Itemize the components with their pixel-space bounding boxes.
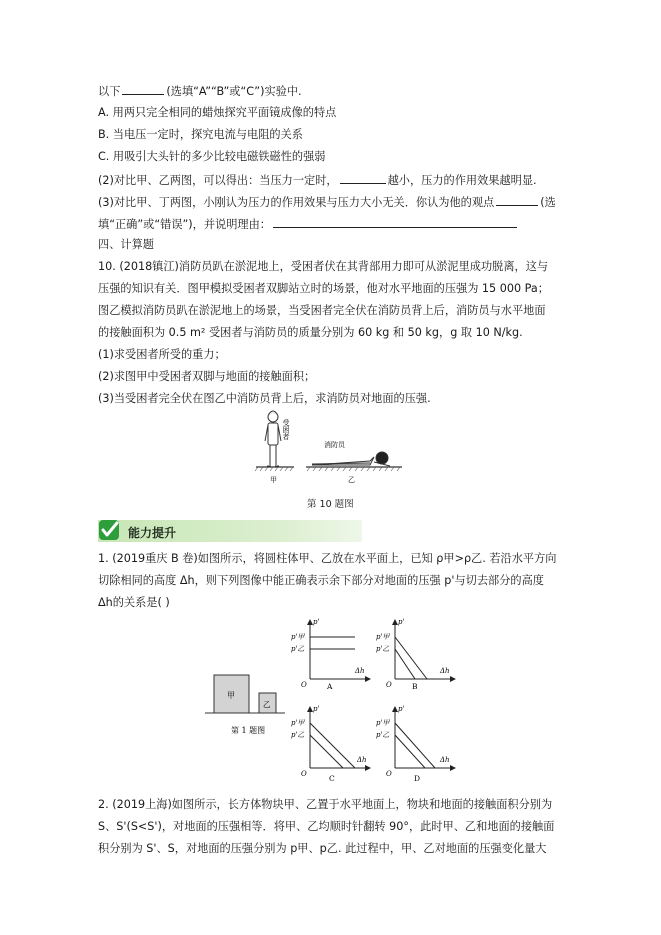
svg-text:p'甲: p'甲 bbox=[376, 633, 390, 641]
q10-line: 10. (2018镇江)消防员趴在淤泥地上，受困者伏在其背部用力即可从淤泥里成功脱离，这与 bbox=[98, 260, 549, 273]
svg-text:p'乙: p'乙 bbox=[291, 645, 305, 653]
svg-text:p'甲: p'甲 bbox=[291, 719, 305, 727]
blocks-figure bbox=[205, 675, 285, 735]
banner-title: 能力提升 bbox=[128, 526, 177, 540]
p2-line: 2. (2019上海)如图所示，长方体物块甲、乙置于水平地面上，物块和地面的接触面积分别为 bbox=[98, 798, 553, 811]
q10-line: 的接触面积为 0.5 m² 受困者与消防员的质量分别为 60 kg 和 50 kg，g 取 10 N/kg. bbox=[98, 326, 523, 339]
p2-line: S、S'(S<S')，对地面的压强相等．将甲、乙均顺时针翻转 90°，此时甲、乙和地面的接触面 bbox=[98, 820, 555, 833]
q9-part-3-cont: 填“正确”或“错误”)，并说明理由： bbox=[98, 216, 519, 232]
label-jia: 甲 bbox=[270, 476, 277, 484]
graph-d[interactable] bbox=[376, 705, 455, 783]
answer-blank[interactable] bbox=[340, 172, 386, 184]
q9-option-a: A. 用两只完全相同的蜡烛探究平面镜成像的特点 bbox=[98, 106, 337, 119]
p1-line: Δh的关系是( ) bbox=[98, 596, 170, 609]
firefighter-figure bbox=[312, 452, 390, 466]
svg-text:O: O bbox=[301, 681, 307, 689]
svg-text:Δh: Δh bbox=[440, 667, 450, 675]
svg-text:O: O bbox=[386, 681, 392, 689]
graph-a[interactable] bbox=[291, 618, 370, 691]
svg-text:p': p' bbox=[398, 705, 405, 713]
svg-text:O: O bbox=[386, 770, 392, 778]
victim-label: 受困者 bbox=[282, 419, 290, 440]
q9-part-2: (2)对比甲、乙两图，可以得出：当压力一定时， 越小，压力的作用效果越明显. bbox=[98, 174, 537, 187]
option-label: B bbox=[412, 682, 418, 691]
svg-text:p': p' bbox=[313, 618, 320, 626]
q10-line: (1)求受困者所受的重力； bbox=[98, 348, 226, 361]
victim-figure bbox=[265, 411, 281, 466]
q10-figure bbox=[250, 405, 410, 485]
q9-option-c: C. 用吸引大头针的多少比较电磁铁磁性的强弱 bbox=[98, 150, 326, 163]
svg-text:p': p' bbox=[398, 618, 405, 626]
svg-text:Δh: Δh bbox=[440, 756, 450, 764]
answer-blank[interactable] bbox=[122, 83, 164, 95]
svg-text:p'甲: p'甲 bbox=[376, 719, 390, 727]
p2-line: 积分别为 S'、S，对地面的压强分别为 p甲、p乙. 此过程中，甲、乙对地面的压强变化量大 bbox=[98, 842, 547, 855]
label-yi: 乙 bbox=[348, 476, 355, 484]
option-label: A bbox=[327, 682, 333, 691]
svg-text:O: O bbox=[301, 770, 307, 778]
svg-text:Δh: Δh bbox=[357, 756, 367, 764]
svg-text:p'乙: p'乙 bbox=[376, 731, 390, 739]
q10-line: (3)当受困者完全伏在图乙中消防员背上后，求消防员对地面的压强. bbox=[98, 392, 431, 405]
q9-part-3: (3)对比甲、丁两图，小刚认为压力的作用效果与压力大小无关．你认为他的观点 (选 bbox=[98, 196, 556, 209]
p1-line: 切除相同的高度 Δh，则下列图像中能正确表示余下部分对地面的压强 p'与切去部分的高度 bbox=[98, 574, 544, 587]
graph-b[interactable] bbox=[376, 618, 455, 691]
svg-text:p'乙: p'乙 bbox=[376, 645, 390, 653]
option-label: D bbox=[414, 774, 421, 783]
p1-figure bbox=[205, 615, 465, 790]
q10-line: (2)求图甲中受困者双脚与地面的接触面积； bbox=[98, 370, 316, 383]
svg-text:乙: 乙 bbox=[263, 700, 271, 709]
q10-line: 图乙模拟消防员趴在淤泥地上的场景，当受困者完全伏在消防员背上后，消防员与水平地面 bbox=[98, 304, 546, 317]
q9-line-1: 以下 (选填“A”“B”或“C”)实验中. bbox=[98, 85, 302, 98]
option-label: C bbox=[329, 774, 335, 783]
svg-text:p'甲: p'甲 bbox=[291, 633, 305, 641]
check-icon bbox=[97, 518, 123, 544]
section-title: 四、计算题 bbox=[98, 238, 154, 251]
answer-blank[interactable] bbox=[273, 216, 517, 228]
graph-c[interactable] bbox=[291, 705, 370, 783]
svg-text:p': p' bbox=[313, 705, 320, 713]
q9-option-b: B. 当电压一定时，探究电流与电阻的关系 bbox=[98, 128, 303, 141]
p1-line: 1. (2019重庆 B 卷)如图所示，将圆柱体甲、乙放在水平面上，已知 ρ甲>ρ乙. 若沿水平方向 bbox=[98, 552, 557, 565]
svg-text:p'乙: p'乙 bbox=[291, 731, 305, 739]
q10-figure-caption: 第 10 题图 bbox=[307, 499, 354, 510]
svg-text:甲: 甲 bbox=[227, 691, 235, 700]
p1-figure-caption: 第 1 题图 bbox=[231, 726, 266, 735]
firefighter-label: 消防员 bbox=[324, 441, 345, 449]
svg-text:Δh: Δh bbox=[355, 667, 365, 675]
answer-blank[interactable] bbox=[496, 194, 538, 206]
q10-line: 压强的知识有关．图甲模拟受困者双脚站立时的场景，他对水平地面的压强为 15 000 Pa； bbox=[98, 282, 549, 295]
